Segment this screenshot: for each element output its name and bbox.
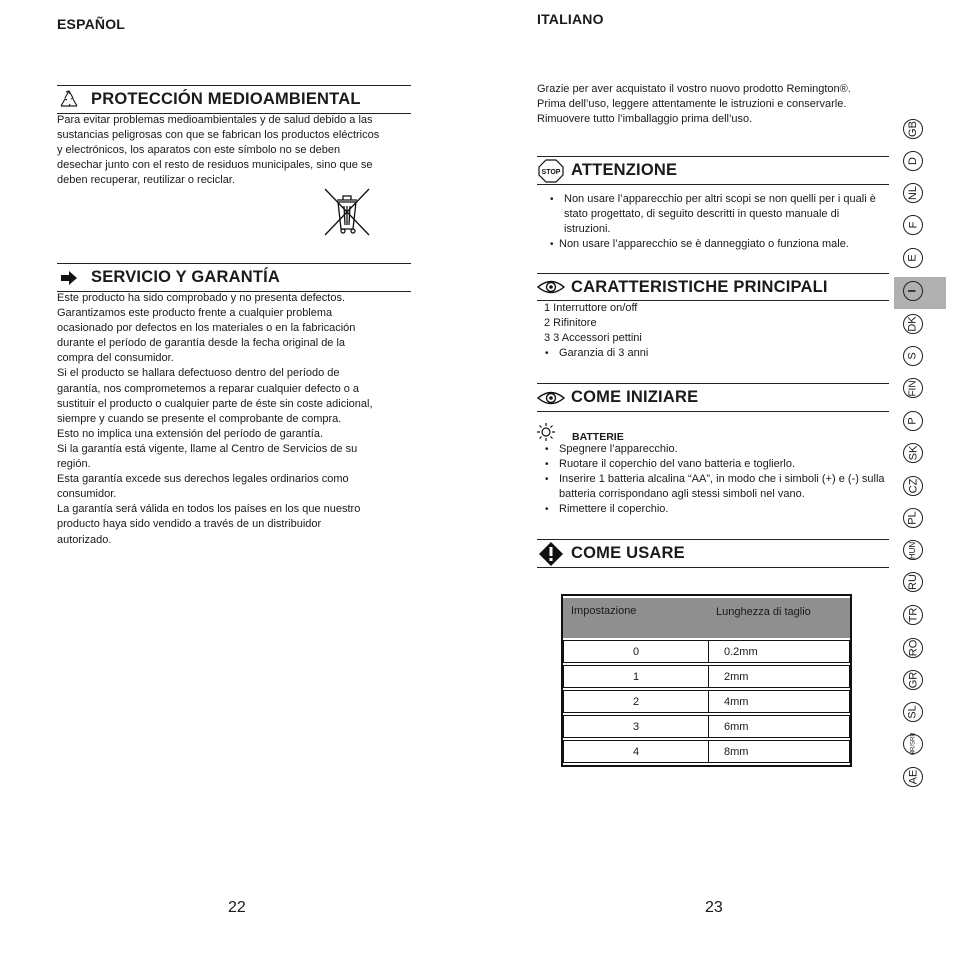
table-cell: 4mm <box>708 690 850 713</box>
environment-text: Para evitar problemas medioambientales y de salud debido a las sustancias peligrosas con que se fabrican los productos eléctricos y electrónicos, los aparatos con este símbolo no se deben desechar junto con el resto de residuos municipales, sino que se deben recuperar, reutilizar o reciclar. <box>57 114 380 187</box>
table-row <box>563 640 850 663</box>
page-number-left: 22 <box>228 899 246 916</box>
header-cut-length: Lunghezza di taglio <box>716 606 811 618</box>
page-number-right: 23 <box>705 899 723 916</box>
battery-subheader <box>537 421 624 443</box>
lang-tab-ru[interactable]: RU <box>903 572 923 592</box>
section-title: COME INIZIARE <box>571 388 699 406</box>
lang-tab-f[interactable]: F <box>903 215 923 235</box>
list-item: 2 Rifinitore <box>544 317 597 329</box>
lang-tab-dk[interactable]: DK <box>903 314 923 334</box>
list-item: 3 3 Accessori pettini <box>544 332 642 344</box>
eye-icon <box>537 276 565 298</box>
section-warranty-header <box>57 263 411 292</box>
section-attention-header <box>537 156 889 185</box>
language-heading-it: ITALIANO <box>537 11 604 27</box>
recycle-icon <box>57 89 81 111</box>
warning-diamond-icon <box>537 543 565 565</box>
table-cell: 3 <box>563 715 708 738</box>
lang-tab-pl[interactable]: PL <box>903 508 923 528</box>
settings-table <box>561 594 852 767</box>
section-title: ATTENZIONE <box>571 161 678 179</box>
table-cell: 8mm <box>708 740 850 763</box>
table-cell: 0.2mm <box>708 640 850 663</box>
eye-icon <box>537 387 565 409</box>
lang-tab-cz[interactable]: CZ <box>903 476 923 496</box>
table-row <box>563 690 850 713</box>
lang-tab-p[interactable]: P <box>903 411 923 431</box>
section-title: COME USARE <box>571 544 685 562</box>
lang-tab-ae[interactable]: AE <box>903 767 923 787</box>
lang-tab-sk[interactable]: SK <box>903 443 923 463</box>
table-row <box>563 715 850 738</box>
arrow-right-icon <box>57 267 81 289</box>
intro-text: Grazie per aver acquistato il vostro nuovo prodotto Remington®. Prima dell’uso, leggere attentamente le istruzioni e conservarle. Rimuovere tutto l’imballaggio prima dell’uso. <box>537 83 851 126</box>
list-item: • Non usare l’apparecchio per altri scopi se non quelli per i quali è stato progettato, di seguito descritti in questo manuale di istruzioni. <box>548 192 888 237</box>
list-item: • Ruotare il coperchio del vano batteria e toglierlo. <box>543 457 888 472</box>
header-setting: Impostazione <box>571 605 637 617</box>
warranty-text: Este producto ha sido comprobado y no presenta defectos. Garantizamos este producto frente a cualquier problema ocasionado por defectos en los materiales o en la fabricación durante el período de garantía desde la fecha original de la compra del consumidor. Si el producto se hallara defectuoso dentro del período de garantía, nos comprometemos a reparar cualquier defecto o a sustituir el producto o cualquier parte de éste sin coste adicional, siempre y cuando se presente el comprobante de compra. Esto no implica una extensión del período de garantía. Si la garantía está vigente, llame al Centro de Servicios de su región. Esta garantía excede sus derechos legales ordinarios como consumidor. La garantía será válida en todos los países en los que nuestro producto haya sido vendido a través de un distribuidor autorizado. <box>57 292 373 546</box>
lang-tab-hr-srb[interactable]: HR/SRB <box>903 734 923 754</box>
lang-tab-i[interactable]: I <box>903 281 923 301</box>
lang-tab-sl[interactable]: SL <box>903 702 923 722</box>
list-item: • Garanzia di 3 anni <box>543 346 883 361</box>
list-item: • Rimettere il coperchio. <box>543 502 888 517</box>
section-environment-header <box>57 85 411 114</box>
table-header-row <box>563 598 850 638</box>
lang-tab-d[interactable]: D <box>903 151 923 171</box>
table-cell: 2 <box>563 690 708 713</box>
battery-steps <box>543 442 888 517</box>
section-title: CARATTERISTICHE PRINCIPALI <box>571 277 828 296</box>
crossed-bin-icon <box>323 187 371 237</box>
list-item: • Inserire 1 batteria alcalina “AA”, in modo che i simboli (+) e (-) sulla batteria corrispondano agli stessi simboli nel vano. <box>543 472 888 502</box>
list-item: 1 Interruttore on/off <box>544 302 638 314</box>
list-item: • Non usare l’apparecchio se è danneggiato o funziona male. <box>548 237 888 252</box>
svg-text:STOP: STOP <box>541 168 561 176</box>
language-heading-es: ESPAÑOL <box>57 16 126 32</box>
features-bullets <box>543 346 883 361</box>
sun-icon <box>537 423 555 441</box>
lang-tab-e[interactable]: E <box>903 248 923 268</box>
table-cell: 1 <box>563 665 708 688</box>
table-row <box>563 665 850 688</box>
table-cell: 6mm <box>708 715 850 738</box>
section-title: SERVICIO Y GARANTÍA <box>91 268 281 286</box>
lang-tab-s[interactable]: S <box>903 346 923 366</box>
stop-sign-icon <box>537 160 565 182</box>
features-list <box>544 301 884 346</box>
lang-tab-fin[interactable]: FIN <box>903 378 923 398</box>
lang-tab-gr[interactable]: GR <box>903 670 923 690</box>
section-title: PROTECCIÓN MEDIOAMBIENTAL <box>91 90 361 108</box>
table-cell: 0 <box>563 640 708 663</box>
lang-tab-nl[interactable]: NL <box>903 183 923 203</box>
lang-tab-ro[interactable]: RO <box>903 638 923 658</box>
table-cell: 4 <box>563 740 708 763</box>
list-item: • Spegnere l’apparecchio. <box>543 442 888 457</box>
table-cell: 2mm <box>708 665 850 688</box>
lang-tab-gb[interactable]: GB <box>903 119 923 139</box>
section-getting-started-header <box>537 383 889 412</box>
battery-subtitle: BATTERIE <box>572 431 624 443</box>
section-usage-header <box>537 539 889 568</box>
lang-tab-hun[interactable]: HUN <box>903 540 923 560</box>
section-features-header <box>537 273 889 301</box>
lang-tab-tr[interactable]: TR <box>903 605 923 625</box>
attention-list <box>548 192 888 252</box>
table-row <box>563 740 850 763</box>
